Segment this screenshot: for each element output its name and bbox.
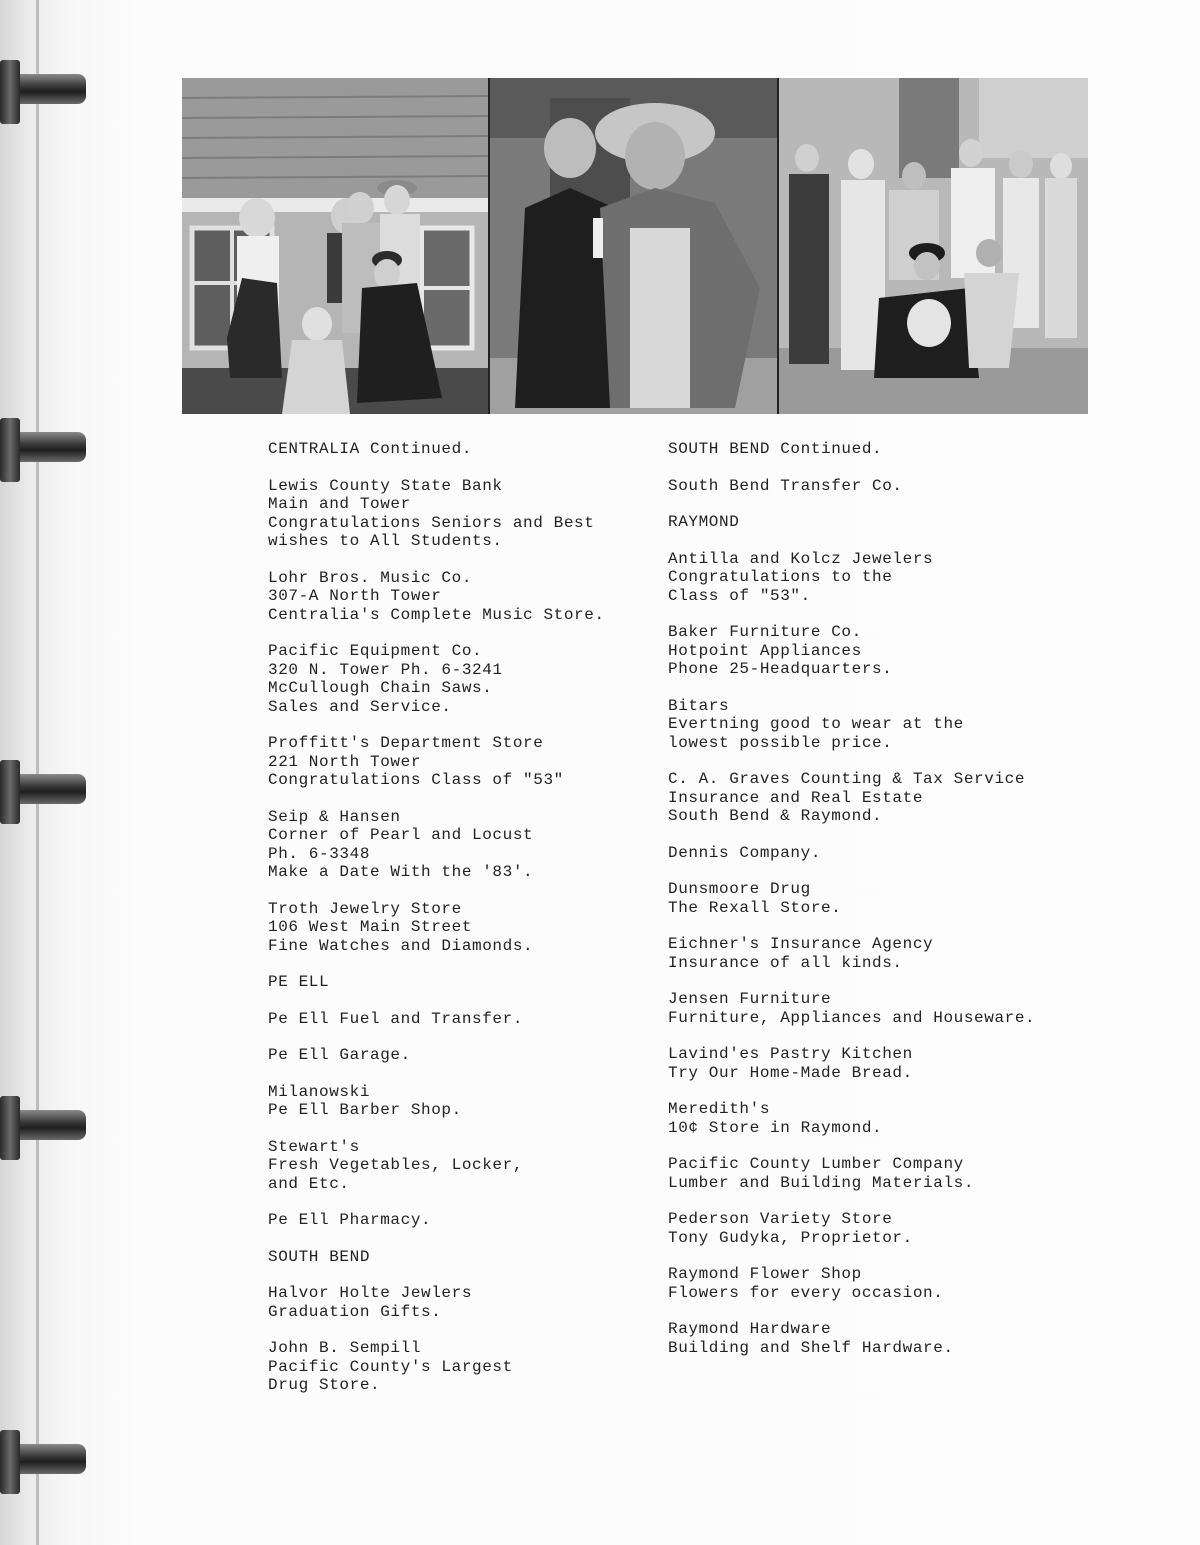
business-name: Proffitt's Department Store	[268, 734, 544, 752]
binder-ring-icon	[0, 418, 86, 482]
business-name: Lavind'es Pastry Kitchen	[668, 1045, 913, 1063]
business-listing	[668, 880, 1088, 917]
business-name: Lohr Bros. Music Co.	[268, 568, 473, 587]
section-heading	[668, 513, 1088, 532]
listing-detail-line: Try Our Home-Made Bread.	[668, 1063, 913, 1082]
listing-detail-line: McCullough Chain Saws.	[268, 679, 493, 697]
section-heading-text: RAYMOND	[668, 513, 740, 531]
business-listing	[268, 734, 668, 790]
business-name: Stewart's	[268, 1137, 360, 1156]
listing-detail-line: Flowers for every occasion.	[668, 1283, 944, 1302]
listing-detail-line: Pacific County's Largest	[268, 1357, 513, 1376]
business-listing	[668, 844, 1088, 863]
business-listing	[668, 1100, 1088, 1137]
listing-detail-line: and Etc.	[268, 1174, 350, 1193]
listing-detail-line: 106 West Main Street	[268, 918, 473, 936]
section-heading	[268, 1248, 668, 1267]
business-name: Raymond Hardware	[668, 1320, 832, 1338]
business-listing	[668, 935, 1088, 972]
listing-detail-line: Fresh Vegetables, Locker,	[268, 1156, 524, 1174]
listing-detail-line: Hotpoint Appliances	[668, 641, 862, 660]
listing-detail-line: Fine Watches and Diamonds.	[268, 936, 534, 955]
group-costume-photo-left	[182, 78, 488, 414]
business-listing	[268, 1211, 668, 1230]
business-listing	[268, 569, 668, 625]
business-name: Dennis Company.	[668, 843, 822, 862]
business-listing	[668, 770, 1088, 826]
listing-detail-line: Corner of Pearl and Locust	[268, 826, 534, 844]
business-name: Antilla and Kolcz Jewelers	[668, 549, 934, 568]
business-listing	[668, 1210, 1088, 1247]
business-name: Seip & Hansen	[268, 807, 401, 826]
business-name: Pe Ell Pharmacy.	[268, 1211, 432, 1229]
business-name: Lewis County State Bank	[268, 476, 503, 495]
business-name: South Bend Transfer Co.	[668, 476, 903, 495]
binder-ring-icon	[0, 1430, 86, 1494]
business-listing	[668, 477, 1088, 496]
business-listing	[268, 642, 668, 716]
listing-detail-line: Phone 25-Headquarters.	[668, 660, 893, 678]
section-heading	[668, 440, 1088, 459]
section-heading-text: CENTRALIA Continued.	[268, 440, 473, 458]
business-name: C. A. Graves Counting & Tax Service	[668, 770, 1026, 788]
business-listing	[268, 1083, 668, 1120]
business-name: Jensen Furniture	[668, 990, 832, 1008]
photo-strip	[182, 78, 1088, 414]
listing-detail-line: wishes to All Students.	[268, 532, 503, 550]
business-name: Bitars	[668, 696, 730, 715]
listing-detail-line: Drug Store.	[268, 1376, 381, 1394]
business-listing	[268, 808, 668, 882]
binder-ring-icon	[0, 760, 86, 824]
section-heading	[268, 973, 668, 992]
business-name: Meredith's	[668, 1100, 771, 1118]
business-listing	[268, 477, 668, 551]
listing-detail-line: Furniture, Appliances and Houseware.	[668, 1008, 1036, 1027]
section-heading	[268, 440, 668, 459]
listing-detail-line: 320 N. Tower Ph. 6-3241	[268, 660, 503, 679]
listing-detail-line: Make a Date With the '83'.	[268, 863, 534, 881]
listing-detail-line: Pe Ell Barber Shop.	[268, 1101, 462, 1119]
listing-detail-line: Insurance of all kinds.	[668, 953, 903, 972]
business-listing	[268, 1010, 668, 1029]
business-listing	[668, 990, 1088, 1027]
two-costumed-figures-photo	[490, 78, 777, 414]
business-name: John B. Sempill	[268, 1339, 422, 1357]
listing-detail-line: Ph. 6-3348	[268, 844, 371, 863]
business-name: Baker Furniture Co.	[668, 623, 862, 641]
section-heading-text: PE ELL	[268, 973, 330, 991]
business-name: Halvor Holte Jewlers	[268, 1284, 473, 1302]
listing-detail-line: Congratulations Class of "53"	[268, 771, 564, 789]
listing-detail-line: lowest possible price.	[668, 733, 893, 752]
listing-detail-line: Insurance and Real Estate	[668, 788, 924, 807]
listing-detail-line: Building and Shelf Hardware.	[668, 1338, 954, 1357]
left-column-listings	[268, 440, 668, 1413]
listing-detail-line: Lumber and Building Materials.	[668, 1173, 975, 1192]
business-listing	[268, 1284, 668, 1321]
right-column-listings	[668, 440, 1088, 1375]
business-name: Eichner's Insurance Agency	[668, 935, 934, 953]
section-heading-text: SOUTH BEND	[268, 1247, 371, 1266]
business-name: Pederson Variety Store	[668, 1210, 893, 1228]
business-name: Pe Ell Garage.	[268, 1046, 411, 1064]
listing-detail-line: Congratulations to the	[668, 568, 893, 586]
section-heading-text: SOUTH BEND Continued.	[668, 440, 883, 458]
listing-detail-line: Main and Tower	[268, 495, 411, 513]
business-name: Troth Jewelry Store	[268, 899, 462, 918]
business-listing	[668, 1320, 1088, 1357]
business-listing	[668, 1045, 1088, 1082]
listing-detail-line: 307-A North Tower	[268, 587, 442, 605]
business-name: Pacific County Lumber Company	[668, 1155, 964, 1173]
listing-detail-line: Graduation Gifts.	[268, 1302, 442, 1321]
business-listing	[668, 550, 1088, 606]
business-listing	[268, 900, 668, 956]
business-listing	[668, 697, 1088, 753]
listing-detail-line: South Bend & Raymond.	[668, 807, 883, 825]
business-listing	[268, 1046, 668, 1065]
business-name: Pe Ell Fuel and Transfer.	[268, 1009, 524, 1028]
business-listing	[268, 1138, 668, 1194]
listing-detail-line: The Rexall Store.	[668, 898, 842, 917]
business-listing	[668, 1155, 1088, 1192]
business-listing	[668, 623, 1088, 679]
listing-detail-line: Evertning good to wear at the	[668, 715, 964, 733]
business-listing	[268, 1339, 668, 1395]
business-name: Dunsmoore Drug	[668, 880, 811, 898]
business-name: Pacific Equipment Co.	[268, 642, 483, 660]
business-name: Raymond Flower Shop	[668, 1265, 862, 1283]
listing-detail-line: 221 North Tower	[268, 752, 422, 771]
group-costume-photo-right	[779, 78, 1088, 414]
business-name: Milanowski	[268, 1082, 371, 1101]
binder-ring-icon	[0, 60, 86, 124]
listing-detail-line: Sales and Service.	[268, 697, 452, 716]
listing-detail-line: Class of "53".	[668, 586, 811, 605]
listing-detail-line: Tony Gudyka, Proprietor.	[668, 1228, 913, 1247]
listing-detail-line: 10¢ Store in Raymond.	[668, 1118, 883, 1137]
listing-detail-line: Congratulations Seniors and Best	[268, 513, 595, 532]
listing-detail-line: Centralia's Complete Music Store.	[268, 605, 605, 624]
binder-ring-icon	[0, 1096, 86, 1160]
business-listing	[668, 1265, 1088, 1302]
